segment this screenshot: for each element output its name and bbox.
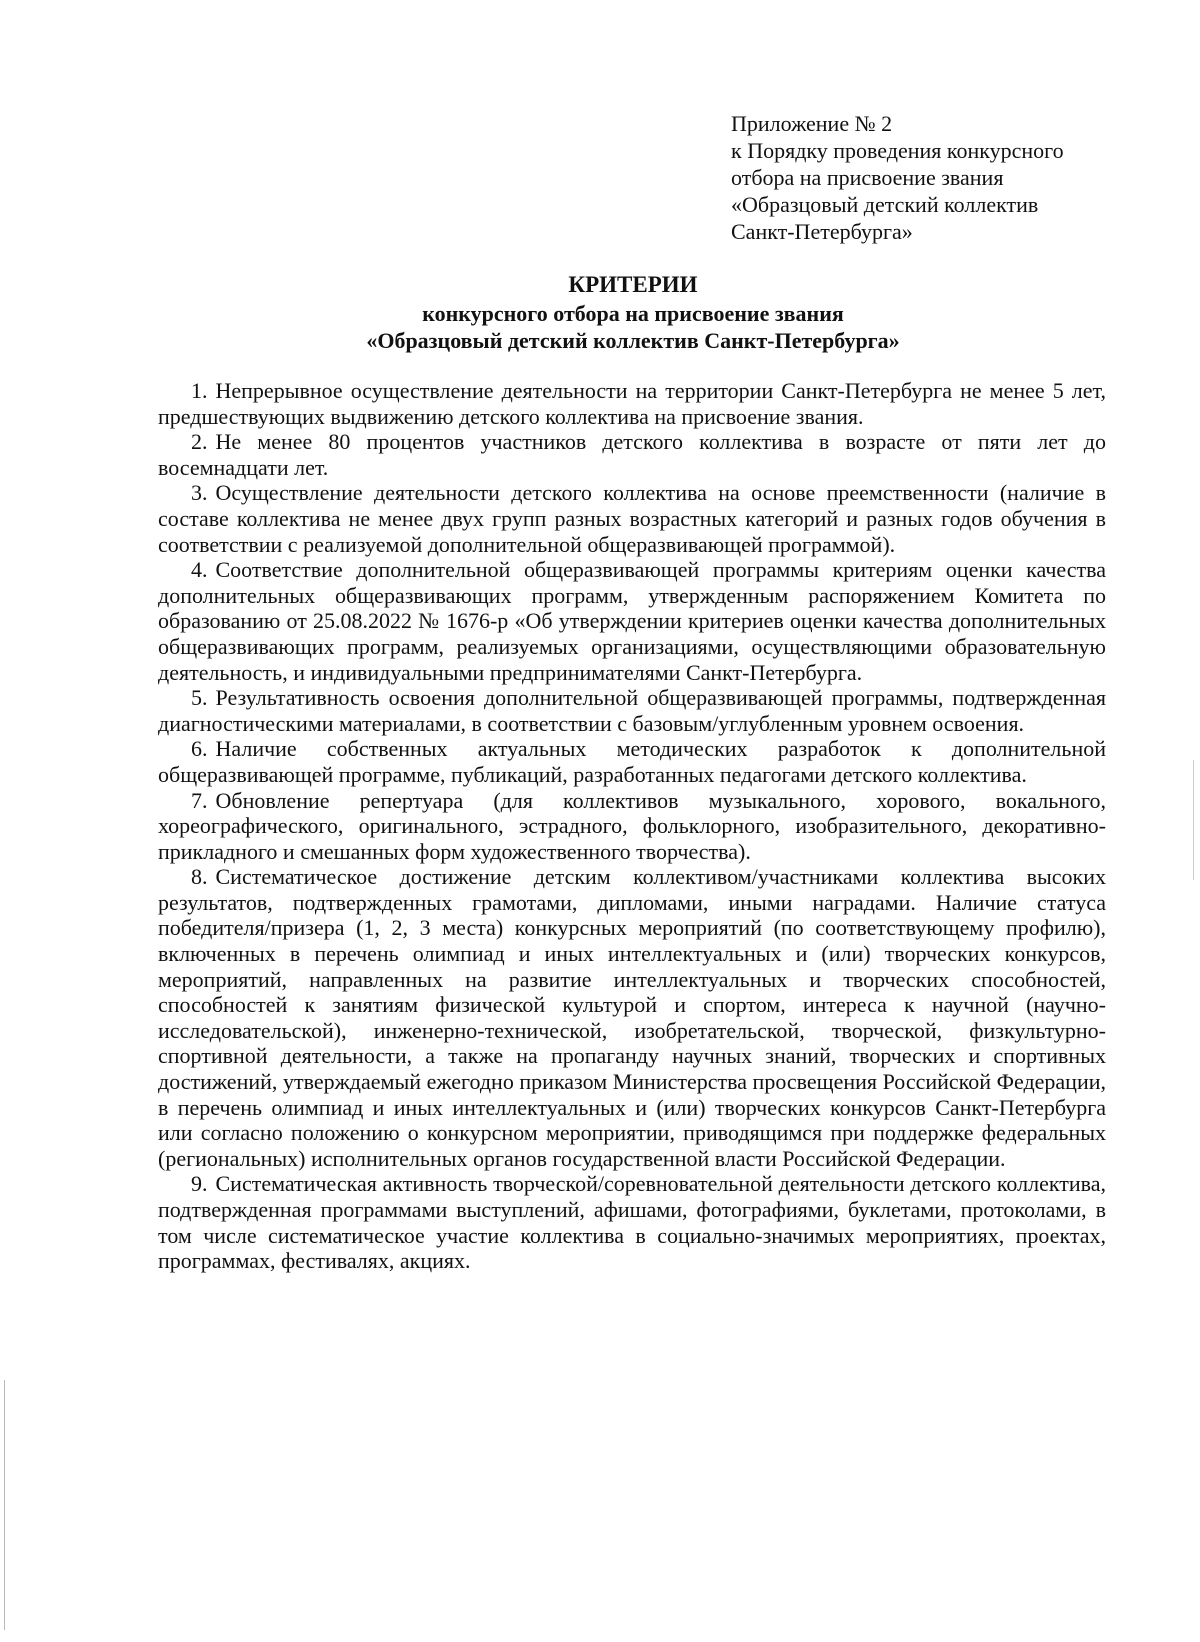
criterion-number: 6. [191,736,208,762]
document-heading [158,270,1108,354]
criterion-text: Систематическое достижение детским коллективом/участниками коллектива высоких результатов, подтвержденных грамотами, дипломами, иными наградами. Наличие статуса победителя/призера (1, 2, 3 места) конкурсных мероприятий (по соответствующему профилю), включенных в перечень олимпиад и иных интеллектуальных и (или) творческих конкурсов, мероприятий, направленных на развитие интеллектуальных и творческих способностей, способностей к занятиям физической культурой и спортом, интереса к научной (научно-исследовательской), инженерно-технической, изобретательской, творческой, физкультурно-спортивной деятельности, а также на пропаганду научных знаний, творческих и спортивных достижений, утверждаемый ежегодно приказом Министерства просвещения Российской Федерации, в перечень олимпиад и иных интеллектуальных и (или) творческих конкурсов Санкт-Петербурга или согласно положению о конкурсном мероприятии, приводящимся при поддержке федеральных (региональных) исполнительных органов государственной власти Российской Федерации. [158,864,1106,1171]
attachment-note [731,110,1151,245]
attachment-line: Санкт-Петербурга» [731,219,913,244]
document-subtitle-line: «Образцовый детский коллектив Санкт-Петербурга» [366,328,900,353]
criterion-item [158,736,1106,787]
criterion-text: Наличие собственных актуальных методических разработок к дополнительной общеразвивающей программе, публикаций, разработанных педагогами детского коллектива. [158,736,1106,787]
criteria-list [158,378,1106,1274]
criterion-text: Не менее 80 процентов участников детского коллектива в возрасте от пяти лет до восемнадцати лет. [158,429,1106,480]
criterion-number: 8. [191,864,208,890]
criterion-number: 1. [191,378,208,403]
attachment-line: «Образцовый детский коллектив [731,192,1039,217]
criterion-text: Соответствие дополнительной общеразвивающей программы критериям оценки качества дополнительных общеразвивающих программ, утвержденным распоряжением Комитета по образованию от 25.08.2022 № 1676-р «Об утверждении критериев оценки качества дополнительных общеразвивающих программ, реализуемых организациями, осуществляющими образовательную деятельность, и индивидуальными предпринимателями Санкт-Петербурга. [158,557,1106,685]
attachment-line: отбора на присвоение звания [731,165,1004,190]
criterion-text: Осуществление деятельности детского коллектива на основе преемственности (наличие в составе коллектива не менее двух групп разных возрастных категорий и разных годов обучения в соответствии с реализуемой дополнительной общеразвивающей программой). [158,480,1106,557]
scan-edge-mark [1193,760,1194,880]
criterion-item [158,685,1106,736]
criterion-item [158,557,1106,685]
criterion-number: 7. [191,787,208,813]
criterion-number: 5. [191,685,208,711]
criterion-text: Результативность освоения дополнительной общеразвивающей программы, подтвержденная диагностическими материалами, в соответствии с базовым/углубленным уровнем освоения. [158,685,1106,736]
criterion-number: 3. [191,480,208,506]
criterion-number: 9. [191,1171,208,1197]
criterion-number: 2. [191,429,208,455]
criterion-item [158,864,1106,1171]
scan-edge-mark [4,1380,5,1630]
document-subtitle-line: конкурсного отбора на присвоение звания [422,301,844,326]
criterion-number: 4. [191,557,208,583]
criterion-item [158,1171,1106,1273]
criterion-text: Непрерывное осуществление деятельности на территории Санкт-Петербурга не менее 5 лет, предшествующих выдвижению детского коллектива на присвоение звания. [158,378,1106,429]
criterion-text: Систематическая активность творческой/соревновательной деятельности детского коллектива, подтвержденная программами выступлений, афишами, фотографиями, буклетами, протоколами, в том числе систематическое участие коллектива в социально-значимых мероприятиях, проектах, программах, фестивалях, акциях. [158,1171,1106,1274]
attachment-line: к Порядку проведения конкурсного [731,138,1064,163]
criterion-item [158,378,1106,429]
document-title: КРИТЕРИИ [568,272,698,297]
criterion-item [158,429,1106,480]
criterion-item [158,788,1106,865]
criterion-item [158,480,1106,557]
attachment-line: Приложение № 2 [731,111,893,136]
criterion-text: Обновление репертуара (для коллективов музыкального, хорового, вокального, хореографического, оригинального, эстрадного, фольклорного, изобразительного, декоративно-прикладного и смешанных форм художественного творчества). [158,787,1106,864]
